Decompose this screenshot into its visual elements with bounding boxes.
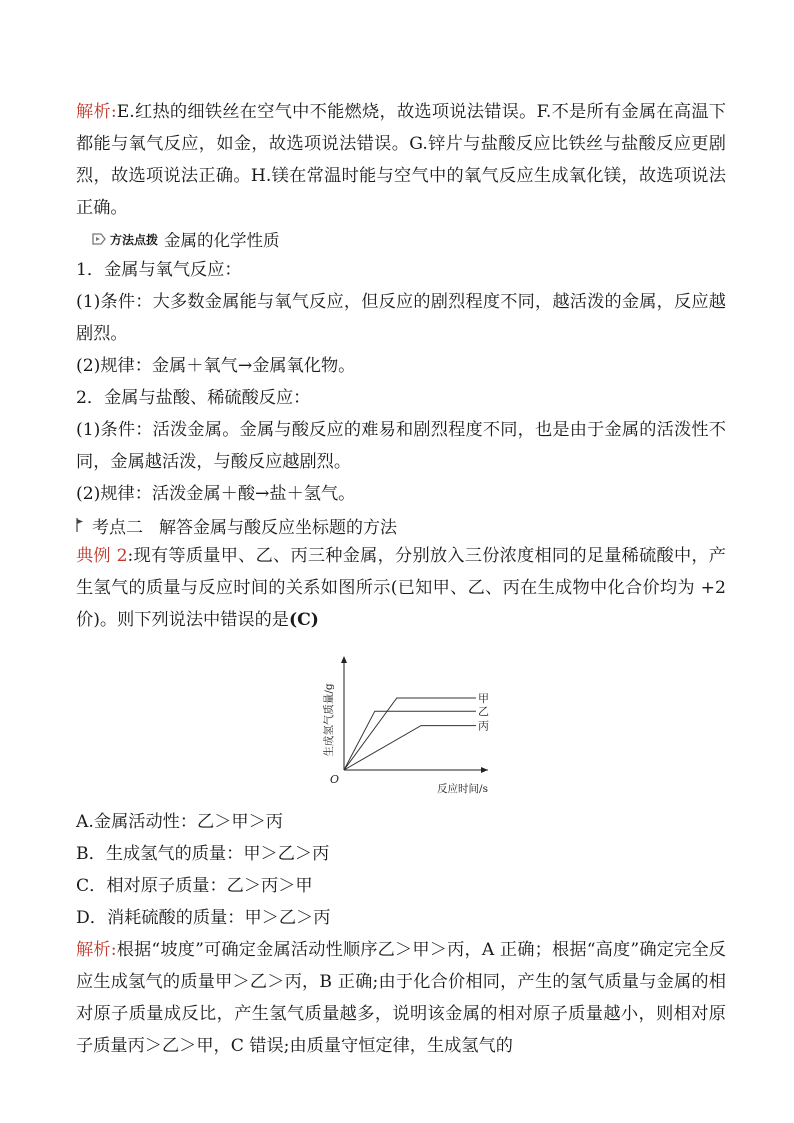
- series-line-1: [344, 698, 476, 770]
- example-paragraph: [76, 540, 726, 636]
- hydrogen-chart: [76, 650, 726, 800]
- section-title: 解答金属与酸反应坐标题的方法: [159, 517, 397, 538]
- analysis-paragraph-1: [76, 96, 726, 224]
- tip-title: 金属的化学性质: [164, 231, 280, 250]
- x-axis-arrow: [481, 767, 488, 773]
- x-axis-label: 反应时间/s: [437, 783, 488, 795]
- series-label: 甲: [478, 692, 489, 705]
- origin-label: O: [330, 773, 340, 786]
- series-line-2: [344, 711, 476, 770]
- analysis-text: E.红热的细铁丝在空气中不能燃烧，故选项说法错误。F.不是所有金属在高温下都能与氧气反应，如金，故选项说法错误。G.锌片与盐酸反应比铁丝与盐酸反应更剧烈，故选项说法正确。H.镁在常温时能与空气中的氧气反应生成氧化镁，故选项说法正确。: [76, 102, 726, 218]
- list-item: (1)条件：大多数金属能与氧气反应，但反应的剧烈程度不同，越活泼的金属，反应越剧烈。: [76, 292, 726, 344]
- option-d: D．消耗硫酸的质量：甲＞乙＞丙: [76, 908, 331, 928]
- y-axis-label: 生成氢气质量/g: [323, 683, 335, 757]
- list-item: 2．金属与盐酸、稀硫酸反应：: [76, 388, 311, 408]
- series-label: 丙: [478, 719, 489, 733]
- method-tip: [92, 224, 726, 254]
- analysis-text: 根据“坡度”可确定金属活动性顺序乙＞甲＞丙，A 正确；根据“高度”确定完全反应生成氢气的质量甲＞乙＞丙，B 正确;由于化合价相同，产生的氢气质量与金属的相对原子质量成反比，产生氢气质量越多，说明该金属的相对原子质量越小，则相对原子质量丙＞乙＞甲，C 错误;由质量守恒定律，生成氢气的: [76, 940, 726, 1056]
- section-name: 考点二: [92, 517, 143, 538]
- example-text: :现有等质量甲、乙、丙三种金属，分别放入三份浓度相同的足量稀硫酸中，产生氢气的质量与反应时间的关系如图所示(已知甲、乙、丙在生成物中化合价均为 +2 价)。则下列说法中错误的是: [76, 546, 726, 630]
- option-c: C．相对原子质量：乙＞丙＞甲: [76, 876, 313, 896]
- option-a: A.金属活动性：乙＞甲＞丙: [76, 812, 283, 832]
- page-content: [76, 96, 726, 1062]
- option-b: B．生成氢气的质量：甲＞乙＞丙: [76, 844, 330, 864]
- chart-svg: [320, 650, 490, 800]
- list-item: 1．金属与氧气反应：: [76, 260, 242, 280]
- example-answer: (C): [288, 610, 319, 630]
- series-label: 乙: [478, 705, 489, 719]
- list-item: (2)规律：金属＋氧气→金属氧化物。: [76, 356, 356, 376]
- example-label: 典例 2: [76, 546, 128, 566]
- list-item: (2)规律：活泼金属＋酸→盐＋氢气。: [76, 484, 356, 504]
- tip-tag: 方法点拨: [110, 232, 159, 247]
- analysis-label: 解析:: [76, 940, 117, 960]
- section-heading: [76, 510, 726, 540]
- flag-icon: [76, 518, 84, 532]
- y-axis-arrow: [341, 656, 347, 663]
- tip-icon: [92, 233, 106, 245]
- list-item: (1)条件：活泼金属。金属与酸反应的难易和剧烈程度不同，也是由于金属的活泼性不同，金属越活泼，与酸反应越剧烈。: [76, 420, 726, 472]
- analysis-label: 解析:: [76, 102, 117, 122]
- analysis-paragraph-2: [76, 934, 726, 1062]
